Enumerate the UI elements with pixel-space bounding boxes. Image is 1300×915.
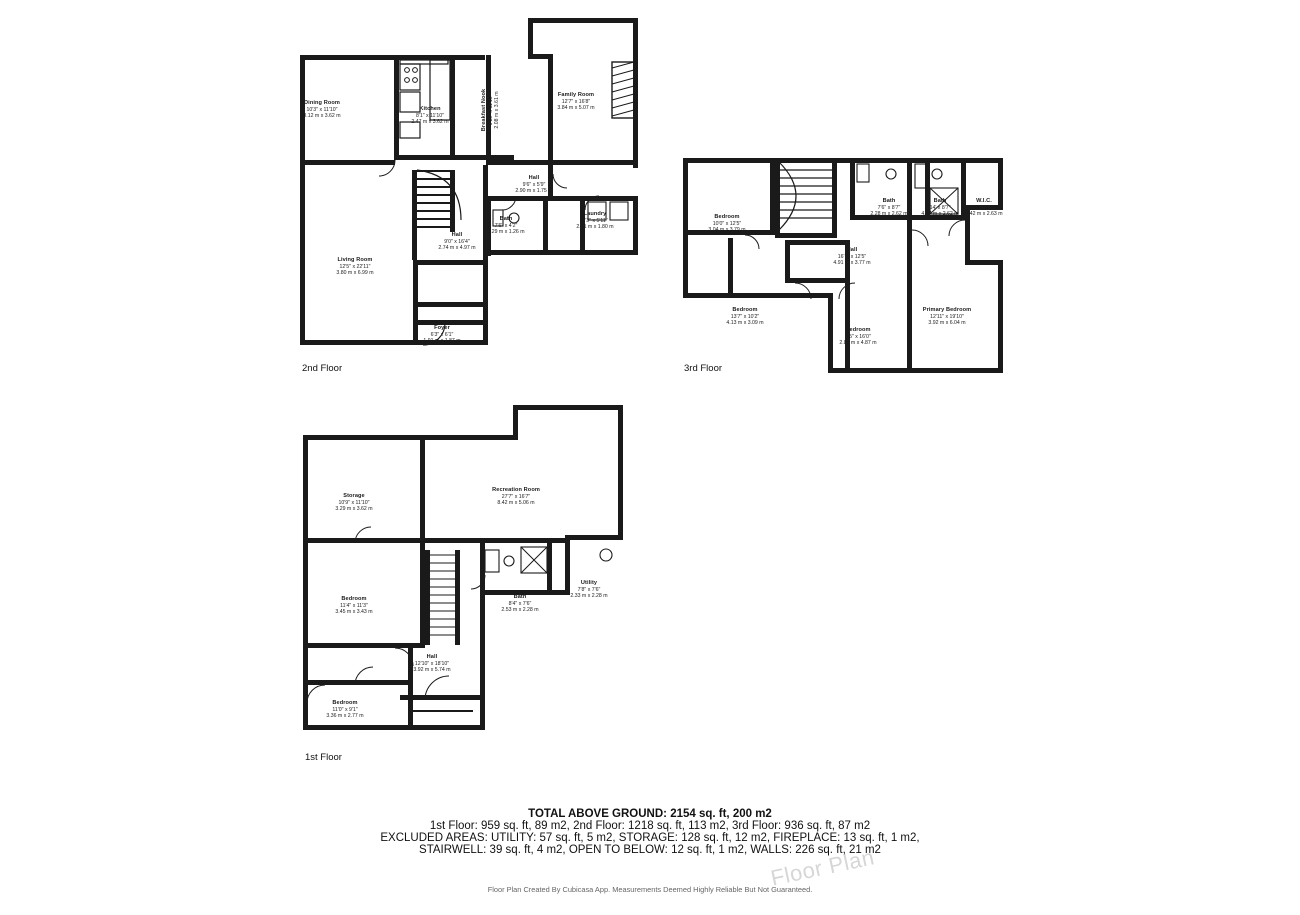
room-dimensions-metric: 2.88 m x 4.87 m: [839, 340, 877, 347]
room-name: Hall: [451, 232, 463, 238]
room-name: Bedroom: [332, 700, 358, 706]
room-name: Hall: [846, 247, 858, 253]
room-label: [403, 106, 457, 126]
room-dimensions-imperial: 11'4" x 11'3": [340, 602, 368, 609]
room-label: [566, 580, 612, 600]
room-label: [570, 211, 620, 231]
room-label: [401, 654, 463, 674]
room-label: [507, 175, 561, 195]
room-label: [821, 247, 883, 267]
room-label: [696, 214, 758, 234]
room-label: [540, 92, 612, 112]
room-name: Hall: [426, 654, 438, 660]
total-above-ground: TOTAL ABOVE GROUND: 2154 sq. ft, 200 m2: [528, 808, 772, 820]
excluded-areas-line1: EXCLUDED AREAS: UTILITY: 57 sq. ft, 5 m2, STORAGE: 128 sq. ft, 12 m2, FIREPLACE: 13 sq. ft, 1 m2,: [380, 832, 920, 844]
room-dimensions-imperial: 7'6" x 8'7": [877, 204, 901, 211]
area-summary: [0, 808, 1300, 856]
room-dimensions-imperial: 6'3" x 6'1": [430, 331, 454, 338]
room-label: [420, 325, 464, 345]
room-label: [287, 100, 357, 120]
room-dimensions-metric: 4.13 m x 3.09 m: [726, 320, 764, 327]
room-dimensions-imperial: 16'1" x 12'5": [837, 253, 867, 260]
room-dimensions-imperial: 6'10" x 11'10": [487, 94, 494, 126]
room-dimensions-metric: 3.36 m x 2.77 m: [326, 713, 364, 720]
room-dimensions-metric: 2.53 m x 2.28 m: [501, 607, 539, 614]
walls-2nd-floor: [290, 10, 660, 360]
room-dimensions-metric: 2.29 m x 1.26 m: [487, 229, 525, 236]
floor-plan-3rd-floor: [675, 150, 1020, 395]
excluded-areas-line2: STAIRWELL: 39 sq. ft, 4 m2, OPEN TO BELOW: 12 sq. ft, 1 m2, WALLS: 226 sq. ft, 21 m2: [419, 844, 881, 856]
room-name: Bath: [499, 216, 513, 222]
room-dimensions-imperial: 9'5" x 16'0": [845, 333, 871, 340]
room-name: Recreation Room: [492, 487, 540, 493]
room-dimensions-metric: 3.92 m x 6.04 m: [928, 320, 966, 327]
room-label: [920, 198, 960, 218]
room-dimensions-imperial: 10'3" x 11'10": [306, 106, 338, 113]
room-label: [868, 198, 910, 218]
room-name: Kitchen: [419, 106, 441, 112]
room-name: Bath: [933, 198, 947, 204]
room-name: Primary Bedroom: [922, 307, 972, 313]
room-dimensions-imperial: 7'6" x 4'2": [494, 222, 518, 229]
room-name: Bedroom: [845, 327, 871, 333]
room-dimensions-imperial: 12'7" x 16'8": [561, 98, 591, 105]
room-label: [481, 73, 501, 147]
room-dimensions-metric: 2.47 m x 3.62 m: [411, 119, 449, 126]
room-dimensions-metric: 4.91 m x 3.77 m: [833, 260, 871, 267]
room-label: [714, 307, 776, 327]
per-floor-areas: 1st Floor: 959 sq. ft, 89 m2, 2nd Floor: 1218 sq. ft, 113 m2, 3rd Floor: 936 sq. ft, 87 m2: [429, 820, 871, 832]
room-dimensions-metric: 2.08 m x 3.61 m: [494, 91, 501, 129]
room-dimensions-imperial: 13'7" x 10'2": [730, 313, 760, 320]
room-name: Bedroom: [714, 214, 740, 220]
room-dimensions-metric: 2.33 m x 2.28 m: [570, 593, 608, 600]
room-dimensions-imperial: 14' x 8'7": [929, 204, 951, 211]
room-name: Bath: [882, 198, 896, 204]
room-dimensions-metric: 3.04 m x 3.79 m: [708, 227, 746, 234]
room-dimensions-imperial: 8'1" x 11'10": [415, 112, 445, 119]
watermark: Floor Plan: [768, 844, 877, 891]
room-dimensions-metric: 2.74 m x 4.97 m: [438, 245, 476, 252]
room-label: [830, 327, 886, 347]
floor-plan-1st-floor: [295, 395, 640, 740]
room-label: [323, 596, 385, 616]
room-dimensions-imperial: 10'0" x 12'5": [712, 220, 742, 227]
room-dimensions-imperial: 4'8" x 8'7": [972, 204, 996, 211]
room-name: Utility: [580, 580, 598, 586]
room-dimensions-metric: 1.42 m x 2.63 m: [965, 211, 1003, 218]
room-dimensions-imperial: 10'9" x 11'10": [338, 499, 370, 506]
room-dimensions-metric: 8.42 m x 5.06 m: [497, 500, 535, 507]
room-name: Storage: [343, 493, 365, 499]
room-name: Bedroom: [732, 307, 758, 313]
room-dimensions-metric: 1.91 m x 1.87 m: [423, 338, 461, 345]
room-dimensions-imperial: 9'3" x 5'11": [582, 217, 608, 224]
room-name: Bedroom: [341, 596, 367, 602]
room-dimensions-metric: 3.80 m x 6.99 m: [336, 270, 374, 277]
room-name: Laundry: [583, 211, 607, 217]
credit-text: Floor Plan Created By Cubicasa App. Measurements Deemed Highly Reliable But Not Guaranteed.: [487, 885, 813, 894]
room-dimensions-metric: 2.90 m x 1.75 m: [515, 188, 553, 195]
floor-plan-2nd-floor: [290, 10, 660, 360]
room-dimensions-imperial: 27'7" x 16'7": [501, 493, 531, 500]
floor-label: 2nd Floor: [302, 363, 343, 374]
room-dimensions-metric: 3.45 m x 3.43 m: [335, 609, 373, 616]
room-label: [323, 493, 385, 513]
room-dimensions-imperial: 11'0" x 9'1": [332, 706, 358, 713]
room-name: Dining Room: [304, 100, 340, 106]
room-dimensions-imperial: 12'5" x 22'11": [339, 263, 371, 270]
room-name: Living Room: [337, 257, 373, 263]
room-label: [964, 198, 1004, 218]
room-label: [314, 700, 376, 720]
room-label: [484, 216, 528, 236]
room-dimensions-metric: 4.27 m x 2.62 m: [921, 211, 959, 218]
room-label: [479, 487, 553, 507]
room-dimensions-imperial: 12'11" x 19'10": [930, 313, 964, 320]
room-dimensions-imperial: 8'4" x 7'6": [508, 600, 532, 607]
floor-label: 1st Floor: [305, 752, 342, 763]
room-name: Hall: [528, 175, 540, 181]
room-label: [430, 232, 484, 252]
room-dimensions-imperial: 12'10" x 18'10": [414, 660, 450, 667]
room-name: Bath: [513, 594, 527, 600]
room-name: Family Room: [557, 92, 595, 98]
room-dimensions-metric: 3.84 m x 5.07 m: [557, 105, 595, 112]
room-label: [497, 594, 543, 614]
room-dimensions-metric: 3.29 m x 3.62 m: [335, 506, 373, 513]
room-name: Foyer: [434, 325, 450, 331]
room-name: W.I.C.: [976, 198, 992, 204]
walls-1st-floor: [295, 395, 640, 740]
room-dimensions-metric: 2.28 m x 2.62 m: [870, 211, 908, 218]
room-dimensions-metric: 2.81 m x 1.80 m: [576, 224, 614, 231]
room-dimensions-metric: 3.92 m x 5.74 m: [413, 667, 451, 674]
floor-label: 3rd Floor: [684, 363, 723, 374]
room-dimensions-imperial: 7'8" x 7'6": [577, 586, 601, 593]
walls-3rd-floor: [675, 150, 1020, 395]
room-name: Breakfast Nook: [481, 88, 488, 132]
room-label: [318, 257, 392, 277]
room-dimensions-metric: 3.12 m x 3.62 m: [303, 113, 341, 120]
room-dimensions-imperial: 9'0" x 16'4": [444, 238, 470, 245]
room-label: [910, 307, 984, 327]
room-dimensions-imperial: 9'6" x 5'9": [522, 181, 546, 188]
